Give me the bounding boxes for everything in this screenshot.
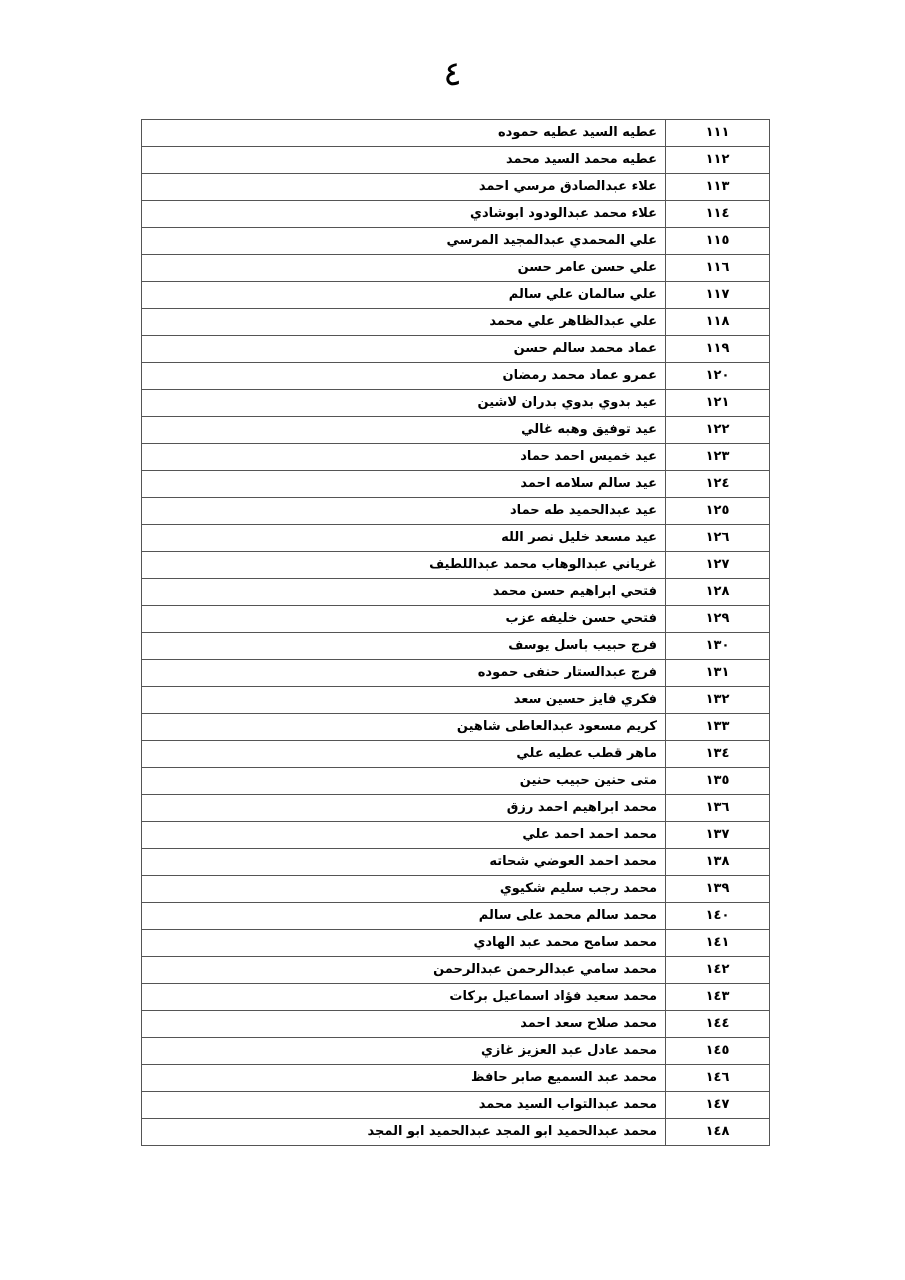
table-row [142,984,770,1011]
row-number: ١٣٥ [666,768,770,795]
table-row [142,930,770,957]
table-row [142,1119,770,1146]
row-number: ١٣٢ [666,687,770,714]
table-row [142,741,770,768]
row-number: ١٢٧ [666,552,770,579]
person-name: عطيه محمد السيد محمد [142,147,666,174]
table-row [142,1038,770,1065]
person-name: محمد سعيد فؤاد اسماعيل بركات [142,984,666,1011]
person-name: عيد سالم سلامه احمد [142,471,666,498]
person-name: علي حسن عامر حسن [142,255,666,282]
table-row [142,660,770,687]
table-row [142,1011,770,1038]
table-row [142,390,770,417]
person-name: ماهر قطب عطيه علي [142,741,666,768]
row-number: ١١٧ [666,282,770,309]
person-name: متى حنين حبيب حنين [142,768,666,795]
person-name: علي عبدالظاهر علي محمد [142,309,666,336]
table-row [142,525,770,552]
table-row [142,606,770,633]
person-name: عطيه السيد عطيه حموده [142,120,666,147]
person-name: محمد احمد العوضي شحاته [142,849,666,876]
table-row [142,444,770,471]
person-name: فرج حبيب باسل يوسف [142,633,666,660]
person-name: عماد محمد سالم حسن [142,336,666,363]
table-row [142,336,770,363]
row-number: ١٢٢ [666,417,770,444]
table-row [142,687,770,714]
table-row [142,768,770,795]
row-number: ١٤٤ [666,1011,770,1038]
person-name: محمد رجب سليم شكيوي [142,876,666,903]
table-row [142,714,770,741]
table-row [142,1065,770,1092]
person-name: علاء محمد عبدالودود ابوشادي [142,201,666,228]
person-name: محمد سالم محمد على سالم [142,903,666,930]
table-row [142,417,770,444]
row-number: ١٢٩ [666,606,770,633]
person-name: عيد توفيق وهبه غالي [142,417,666,444]
row-number: ١٤٢ [666,957,770,984]
row-number: ١٢٦ [666,525,770,552]
person-name: محمد عبد السميع صابر حافظ [142,1065,666,1092]
person-name: عمرو عماد محمد رمضان [142,363,666,390]
row-number: ١٣٩ [666,876,770,903]
person-name: محمد عادل عبد العزيز غازي [142,1038,666,1065]
table-row [142,1092,770,1119]
table-row [142,228,770,255]
row-number: ١٤٣ [666,984,770,1011]
table-row [142,795,770,822]
person-name: محمد ابراهيم احمد رزق [142,795,666,822]
person-name: فتحي حسن خليفه عزب [142,606,666,633]
row-number: ١٢٥ [666,498,770,525]
row-number: ١٢٨ [666,579,770,606]
row-number: ١٤١ [666,930,770,957]
table-row [142,957,770,984]
person-name: كريم مسعود عبدالعاطى شاهين [142,714,666,741]
row-number: ١٣٧ [666,822,770,849]
row-number: ١٤٠ [666,903,770,930]
row-number: ١٣٨ [666,849,770,876]
person-name: محمد عبدالحميد ابو المجد عبدالحميد ابو المجد [142,1119,666,1146]
person-name: فرج عبدالستار حنفى حموده [142,660,666,687]
table-row [142,309,770,336]
table-row [142,147,770,174]
table-row [142,822,770,849]
table-row [142,903,770,930]
person-name: فتحي ابراهيم حسن محمد [142,579,666,606]
person-name: علي المحمدي عبدالمجيد المرسي [142,228,666,255]
names-table-body [142,120,770,1146]
row-number: ١١٩ [666,336,770,363]
person-name: علي سالمان علي سالم [142,282,666,309]
person-name: عيد خميس احمد حماد [142,444,666,471]
row-number: ١٣٠ [666,633,770,660]
person-name: محمد عبدالتواب السيد محمد [142,1092,666,1119]
table-row [142,255,770,282]
table-row [142,201,770,228]
row-number: ١٤٦ [666,1065,770,1092]
row-number: ١١٦ [666,255,770,282]
row-number: ١٣١ [666,660,770,687]
person-name: فكري فايز حسين سعد [142,687,666,714]
table-row [142,174,770,201]
row-number: ١٣٣ [666,714,770,741]
table-row [142,120,770,147]
row-number: ١٢٣ [666,444,770,471]
row-number: ١٢١ [666,390,770,417]
row-number: ١٤٧ [666,1092,770,1119]
person-name: عيد مسعد خليل نصر الله [142,525,666,552]
table-row [142,552,770,579]
row-number: ١٣٦ [666,795,770,822]
table-row [142,579,770,606]
row-number: ١٢٠ [666,363,770,390]
table-row [142,849,770,876]
person-name: علاء عبدالصادق مرسي احمد [142,174,666,201]
person-name: محمد سامح محمد عبد الهادي [142,930,666,957]
row-number: ١١٤ [666,201,770,228]
person-name: محمد صلاح سعد احمد [142,1011,666,1038]
table-row [142,282,770,309]
table-row [142,471,770,498]
person-name: عيد بدوي بدوي بدران لاشين [142,390,666,417]
names-table [141,119,770,1146]
row-number: ١٤٨ [666,1119,770,1146]
table-row [142,363,770,390]
row-number: ١٤٥ [666,1038,770,1065]
row-number: ١١١ [666,120,770,147]
table-row [142,498,770,525]
table-row [142,876,770,903]
person-name: محمد احمد احمد علي [142,822,666,849]
person-name: غرياني عبدالوهاب محمد عبداللطيف [142,552,666,579]
row-number: ١١٥ [666,228,770,255]
table-row [142,633,770,660]
row-number: ١١٣ [666,174,770,201]
person-name: محمد سامي عبدالرحمن عبدالرحمن [142,957,666,984]
row-number: ١١٢ [666,147,770,174]
page-number: ٤ [443,54,462,94]
row-number: ١٣٤ [666,741,770,768]
row-number: ١١٨ [666,309,770,336]
person-name: عيد عبدالحميد طه حماد [142,498,666,525]
row-number: ١٢٤ [666,471,770,498]
